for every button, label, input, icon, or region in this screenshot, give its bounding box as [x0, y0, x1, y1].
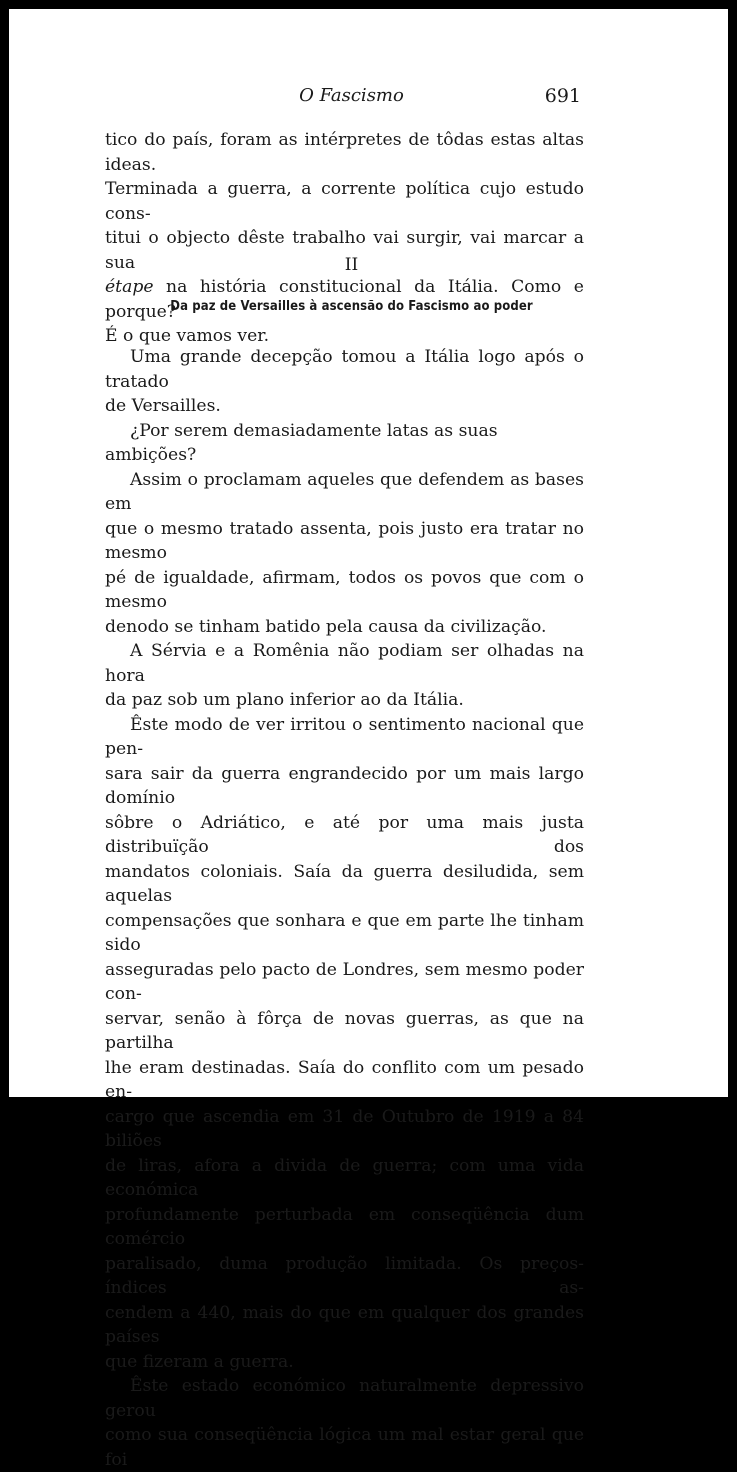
text-line: ¿Por serem demasiadamente latas as suas ambições?: [105, 420, 498, 465]
intro-paragraph: [105, 128, 584, 349]
running-head-title: O Fascismo: [299, 85, 404, 106]
page-number: 691: [544, 85, 581, 107]
text-line: A Sérvia e a Romênia não podiam ser olhadas na hora: [105, 641, 584, 686]
text-line: de liras, afora a divida de guerra; com uma vida económica: [105, 1155, 584, 1200]
text-line: sôbre o Adriático, e até por uma mais justa distribuïção dos: [105, 812, 584, 857]
text-line: da paz sob um plano inferior ao da Itália.: [105, 690, 464, 710]
text-line: lhe eram destinadas. Saía do conflito com um pesado en-: [105, 1057, 584, 1102]
text-line: É o que vamos ver.: [105, 326, 270, 346]
book-page: [9, 9, 728, 1470]
text-line: asseguradas pelo pacto de Londres, sem mesmo poder con-: [105, 959, 584, 1004]
text-line: que fizeram a guerra.: [105, 1351, 294, 1372]
body-text: [105, 345, 584, 1472]
text-line: profundamente perturbada em conseqüência dum comércio: [105, 1204, 584, 1249]
section-number: II: [344, 255, 359, 275]
text-line: cendem a 440, mais do que em qualquer dos grandes países: [105, 1302, 584, 1347]
text-line: Terminada a guerra, a corrente política cujo estudo cons-: [105, 179, 584, 224]
text-line: servar, senão à fôrça de novas guerras, as que na partilha: [105, 1008, 584, 1053]
text-line: Êste modo de ver irritou o sentimento nacional que pen-: [105, 714, 584, 759]
text-line: titui o objecto dêste trabalho vai surgir, vai marcar a sua: [105, 228, 584, 273]
text-line: tico do país, foram as intérpretes de tôdas estas altas ideas.: [105, 130, 584, 175]
text-line: Êste estado económico naturalmente depressivo gerou: [105, 1376, 584, 1421]
text-line-rest: na história constitucional da Itália. Como e porque?: [105, 277, 584, 322]
text-line: que o mesmo tratado assenta, pois justo era tratar no mesmo: [105, 518, 584, 563]
text-line: de Versailles.: [105, 396, 221, 416]
text-line: Assim o proclamam aqueles que defendem as bases em: [105, 469, 584, 514]
text-line: mandatos coloniais. Saía da guerra desiludida, sem aquelas: [105, 861, 584, 906]
italic-word: étape: [105, 277, 154, 297]
text-line: como sua conseqüência lógica um mal estar geral que foi: [105, 1425, 584, 1470]
text-line: Uma grande decepção tomou a Itália logo após o tratado: [105, 347, 584, 392]
text-line: sara sair da guerra engrandecido por um mais largo domínio: [105, 763, 584, 808]
text-line: pé de igualdade, afirmam, todos os povos que com o mesmo: [105, 567, 584, 612]
text-line: compensações que sonhara e que em parte lhe tinham sido: [105, 910, 584, 955]
text-line: paralisado, duma produção limitada. Os preços-índices as-: [105, 1253, 584, 1298]
section-heading: Da paz de Versailles à ascensão do Fascismo ao poder: [170, 299, 533, 314]
text-line: cargo que ascendia em 31 de Outubro de 1919 a 84 biliões: [105, 1106, 584, 1151]
text-line: denodo se tinham batido pela causa da civilização.: [105, 616, 547, 637]
